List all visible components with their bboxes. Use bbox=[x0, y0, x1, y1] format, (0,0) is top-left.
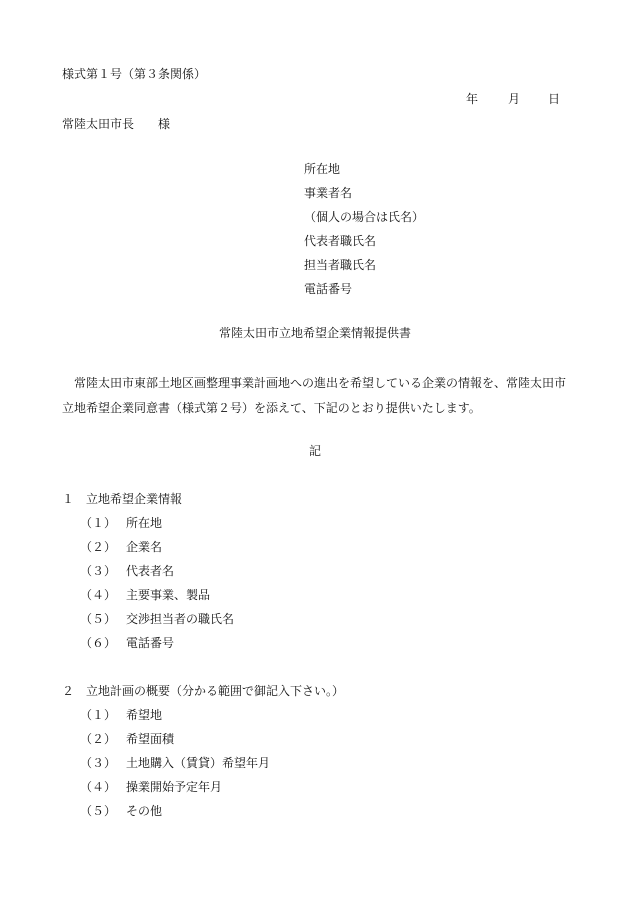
applicant-phone-label: 電話番号 bbox=[304, 282, 353, 296]
item-number: （２） bbox=[80, 732, 117, 746]
date-day: 日 bbox=[548, 92, 561, 106]
section1-item bbox=[80, 515, 162, 531]
section2-item bbox=[80, 707, 162, 723]
item-number: （２） bbox=[80, 540, 117, 554]
item-label: 操業開始予定年月 bbox=[126, 780, 223, 794]
section2-title: ２ 立地計画の概要（分かる範囲で御記入下さい。） bbox=[62, 684, 345, 698]
section1-item bbox=[80, 611, 234, 627]
section2-item bbox=[80, 731, 174, 747]
section1-item bbox=[80, 635, 174, 651]
item-label: 所在地 bbox=[126, 516, 163, 530]
ki-heading: 記 bbox=[308, 444, 321, 458]
item-number: （６） bbox=[80, 636, 117, 650]
applicant-address-label: 所在地 bbox=[304, 162, 341, 176]
item-label: 電話番号 bbox=[126, 636, 175, 650]
section2-item bbox=[80, 779, 222, 795]
item-label: 企業名 bbox=[126, 540, 163, 554]
addressee: 常陸太田市長 様 bbox=[62, 117, 171, 131]
item-label: 希望地 bbox=[126, 708, 163, 722]
applicant-individual-note: （個人の場合は氏名） bbox=[304, 210, 425, 224]
item-number: （３） bbox=[80, 564, 117, 578]
item-label: 主要事業、製品 bbox=[126, 588, 211, 602]
applicant-business-name-label: 事業者名 bbox=[304, 186, 353, 200]
item-number: （４） bbox=[80, 780, 117, 794]
section1-item bbox=[80, 563, 174, 579]
applicant-representative-label: 代表者職氏名 bbox=[304, 234, 377, 248]
item-label: 代表者名 bbox=[126, 564, 175, 578]
section2-item bbox=[80, 803, 162, 819]
date-month: 月 bbox=[508, 92, 521, 106]
applicant-contact-person-label: 担当者職氏名 bbox=[304, 258, 377, 272]
item-number: （４） bbox=[80, 588, 117, 602]
item-number: （５） bbox=[80, 612, 117, 626]
item-label: 交渉担当者の職氏名 bbox=[126, 612, 235, 626]
item-number: （１） bbox=[80, 516, 117, 530]
section1-item bbox=[80, 587, 210, 603]
date-year: 年 bbox=[466, 92, 479, 106]
section2-item bbox=[80, 755, 270, 771]
item-number: （１） bbox=[80, 708, 117, 722]
item-label: 土地購入（賃貸）希望年月 bbox=[126, 756, 271, 770]
body-paragraph: 常陸太田市東部土地区画整理事業計画地への進出を希望している企業の情報を、常陸太田市立地希望企業同意書（様式第２号）を添えて、下記のとおり提供いたします。 bbox=[62, 376, 567, 415]
section1-item bbox=[80, 539, 162, 555]
section1-title: １ 立地希望企業情報 bbox=[62, 492, 183, 506]
item-label: その他 bbox=[126, 804, 163, 818]
document-title: 常陸太田市立地希望企業情報提供書 bbox=[218, 326, 411, 340]
form-number: 様式第１号（第３条関係） bbox=[62, 67, 207, 81]
item-label: 希望面積 bbox=[126, 732, 175, 746]
item-number: （５） bbox=[80, 804, 117, 818]
date-line bbox=[466, 91, 560, 107]
item-number: （３） bbox=[80, 756, 117, 770]
